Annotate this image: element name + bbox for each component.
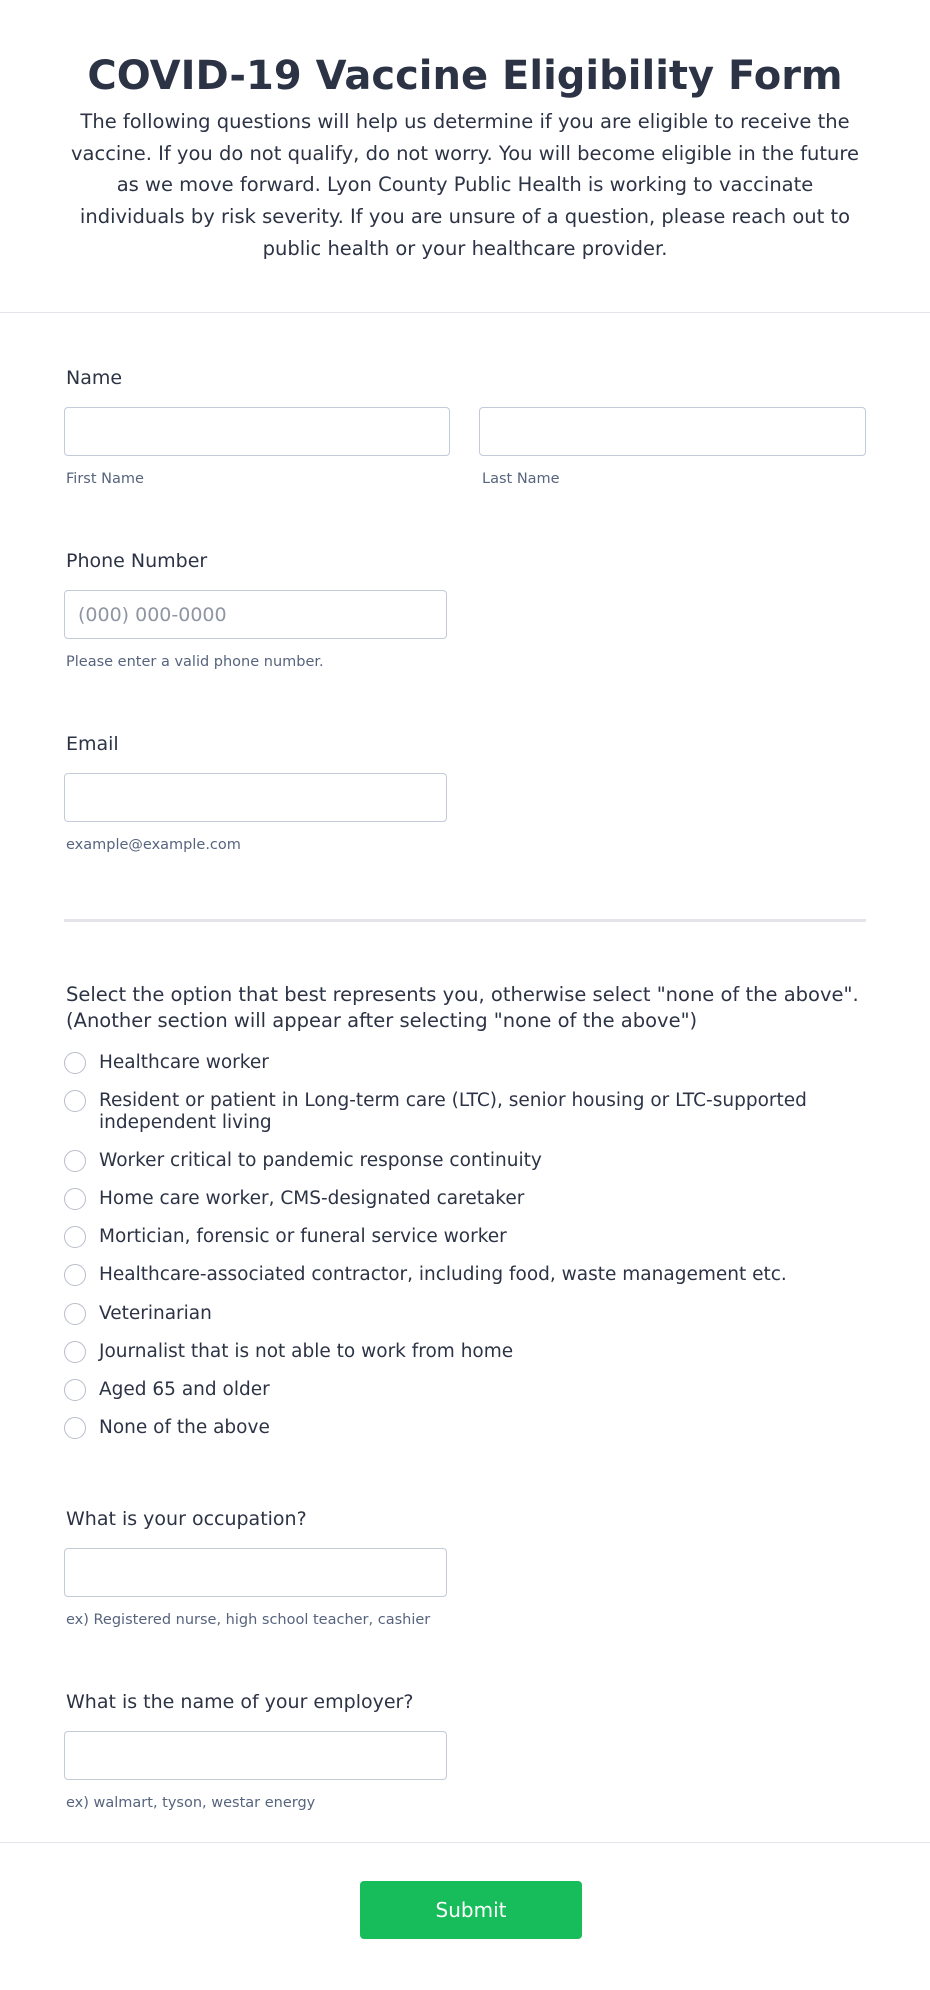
option-label: Healthcare worker	[99, 1052, 269, 1073]
form-title: COVID-19 Vaccine Eligibility Form	[87, 53, 843, 99]
occupation-label: What is your occupation?	[66, 1508, 307, 1530]
option-label: Journalist that is not able to work from home	[99, 1341, 514, 1362]
radio-icon[interactable]	[64, 1417, 86, 1439]
option-label: Worker critical to pandemic response continuity	[99, 1150, 542, 1171]
option-label: Mortician, forensic or funeral service worker	[99, 1226, 507, 1247]
email-sublabel: example@example.com	[66, 837, 241, 853]
name-label: Name	[66, 367, 123, 389]
option-label: Aged 65 and older	[99, 1379, 270, 1400]
phone-input[interactable]	[64, 590, 447, 639]
radio-icon[interactable]	[64, 1264, 86, 1286]
option-journalist[interactable]	[64, 1341, 864, 1363]
eligibility-question-line1: Select the option that best represents you, otherwise select "none of the above".	[66, 983, 859, 1006]
occupation-input[interactable]	[64, 1548, 447, 1597]
footer-divider	[0, 1842, 930, 1843]
employer-label: What is the name of your employer?	[66, 1691, 414, 1713]
form-header	[0, 0, 930, 313]
option-label: Veterinarian	[99, 1303, 212, 1324]
option-label: None of the above	[99, 1417, 270, 1438]
radio-icon[interactable]	[64, 1341, 86, 1363]
eligibility-question	[66, 982, 866, 1034]
option-mortician[interactable]	[64, 1226, 864, 1248]
section-divider	[64, 919, 866, 922]
option-contractor[interactable]	[64, 1264, 864, 1286]
occupation-sublabel: ex) Registered nurse, high school teacher, cashier	[66, 1612, 431, 1628]
radio-icon[interactable]	[64, 1090, 86, 1112]
option-label: Resident or patient in Long-term care (LTC), senior housing or LTC-supported independent living	[99, 1090, 807, 1133]
submit-button[interactable]: Submit	[360, 1881, 582, 1939]
radio-icon[interactable]	[64, 1226, 86, 1248]
option-critical-worker[interactable]	[64, 1150, 864, 1172]
radio-icon[interactable]	[64, 1188, 86, 1210]
radio-icon[interactable]	[64, 1379, 86, 1401]
option-healthcare-worker[interactable]	[64, 1052, 864, 1074]
option-veterinarian[interactable]	[64, 1303, 864, 1325]
option-home-care-worker[interactable]	[64, 1188, 864, 1210]
employer-input[interactable]	[64, 1731, 447, 1780]
radio-icon[interactable]	[64, 1303, 86, 1325]
radio-icon[interactable]	[64, 1150, 86, 1172]
option-label: Home care worker, CMS-designated caretaker	[99, 1188, 525, 1209]
first-name-sublabel: First Name	[66, 471, 144, 487]
first-name-input[interactable]	[64, 407, 450, 456]
phone-sublabel: Please enter a valid phone number.	[66, 654, 324, 670]
last-name-input[interactable]	[479, 407, 866, 456]
radio-icon[interactable]	[64, 1052, 86, 1074]
option-aged-65[interactable]	[64, 1379, 864, 1401]
option-none-of-the-above[interactable]	[64, 1417, 864, 1439]
form-description: The following questions will help us determine if you are eligible to receive the vaccine. If you do not qualify, do not worry. You will become eligible in the future as we move forward. Lyon County Public Health is working to vaccinate individuals by risk severity. If you are unsure of a question, please reach out to public health or your healthcare provider.	[71, 110, 859, 260]
eligibility-question-line2: (Another section will appear after selecting "none of the above")	[66, 1009, 698, 1032]
phone-label: Phone Number	[66, 550, 208, 572]
option-ltc-resident[interactable]	[64, 1090, 864, 1134]
email-input[interactable]	[64, 773, 447, 822]
last-name-sublabel: Last Name	[482, 471, 560, 487]
email-label: Email	[66, 733, 119, 755]
option-label: Healthcare-associated contractor, including food, waste management etc.	[99, 1264, 787, 1285]
employer-sublabel: ex) walmart, tyson, westar energy	[66, 1795, 316, 1811]
